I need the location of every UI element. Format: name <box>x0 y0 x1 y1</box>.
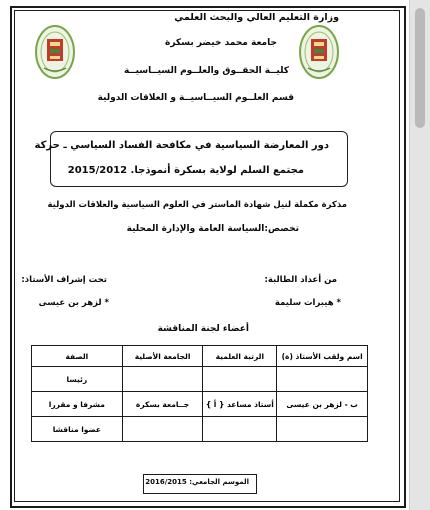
table-cell <box>122 417 203 442</box>
student-name: * هيبرات سليمة <box>274 298 341 308</box>
header-name: اسم ولقب الأستاذ (ة) <box>277 346 368 367</box>
memo-description: مذكرة مكملة لنيل شهادة الماستر في العلوم السياسية والعلاقات الدولية <box>47 200 347 210</box>
academic-season: الموسم الجامعي: 2016/2015 <box>145 478 249 486</box>
table-cell: أستاذ مساعد { أ } <box>203 392 277 417</box>
thesis-title-line-1: دور المعارضة السياسية في مكافحة الفساد السياسي ـ حركة <box>34 140 329 151</box>
table-cell <box>277 367 368 392</box>
header-rank: الرتبة العلمية <box>203 346 277 367</box>
table-cell: ب - لزهر بن عيسى <box>277 392 368 417</box>
table-row <box>32 367 368 392</box>
supervised-by-label: تحت إشراف الأستاذ: <box>21 275 107 285</box>
university-name: جامعة محمد خيضر بسكرة <box>165 38 277 48</box>
table-cell: جــامعة بسكرة <box>122 392 203 417</box>
university-logo-right <box>298 24 340 80</box>
table-cell: مشرفا و مقررا <box>32 392 123 417</box>
ministry-name: وزارة التعليم العالي والبحث العلمي <box>174 12 339 23</box>
specialization: تخصص:السياسة العامة والإدارة المحلية <box>126 224 299 234</box>
table-cell: رئيسا <box>32 367 123 392</box>
committee-title: أعضاء لجنة المناقشة <box>157 324 249 334</box>
thesis-title-line-2: مجتمع السلم لولاية بسكرة أنموذجا. 2015/2012 <box>67 165 304 176</box>
table-row <box>32 417 368 442</box>
scrollbar-thumb[interactable] <box>415 8 425 128</box>
table-cell <box>277 417 368 442</box>
header-university: الجامعة الأصلية <box>122 346 203 367</box>
supervisor-name: * لزهر بن عيسى <box>38 298 109 308</box>
university-logo-left <box>34 24 76 80</box>
header-role: الصفة <box>32 346 123 367</box>
vertical-scrollbar[interactable] <box>409 0 430 510</box>
table-cell <box>122 367 203 392</box>
faculty-name: كليــة الحقــوق والعلــوم السيــاسيــة <box>123 66 289 76</box>
table-cell: عضوا مناقشا <box>32 417 123 442</box>
table-header-row <box>32 346 368 367</box>
committee-table <box>31 345 368 442</box>
prepared-by-label: من أعداد الطالبة: <box>264 275 337 285</box>
table-cell <box>203 367 277 392</box>
table-row <box>32 392 368 417</box>
department-name: قسم العلــوم السيــاسيــة و العلاقات الدولية <box>97 93 294 103</box>
table-cell <box>203 417 277 442</box>
